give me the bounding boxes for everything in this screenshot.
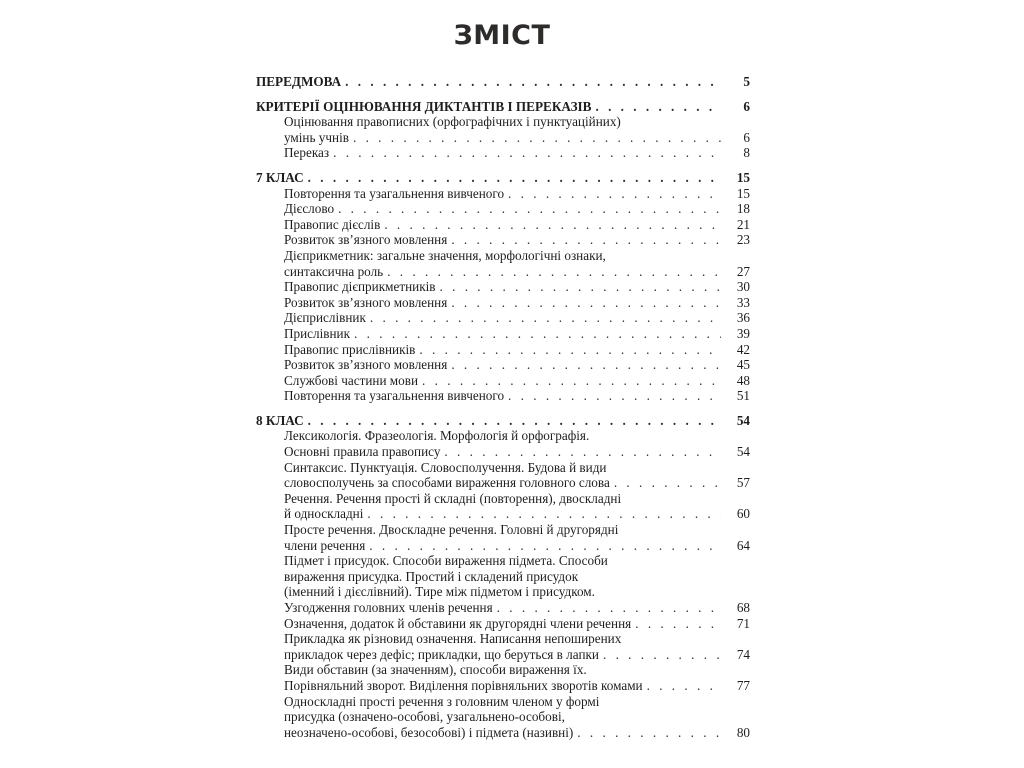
toc-page-number: 8: [743, 145, 750, 161]
toc-page-number: 27: [736, 263, 750, 279]
dot-leader: [308, 413, 721, 429]
dot-leader: [451, 295, 721, 311]
dot-leader: [444, 444, 721, 460]
toc-page-number: 54: [736, 412, 750, 428]
toc-entry-text: Узгодження головних членів речення: [284, 600, 493, 615]
dot-leader: [422, 373, 721, 389]
dot-leader: [614, 475, 721, 491]
toc-entry-line[interactable]: [256, 475, 750, 491]
toc-entry-line[interactable]: [256, 491, 750, 507]
toc-entry-text: Дієприкметник: загальне значення, морфологічні ознаки,: [284, 247, 606, 263]
toc-page-number: 36: [736, 310, 750, 326]
toc-entry-line[interactable]: [256, 725, 750, 741]
toc-entry-text: присудка (означено-особові, узагальнено-особові,: [284, 709, 565, 725]
toc-entry-text: Правопис дієприкметників: [284, 279, 436, 295]
toc-entry-line[interactable]: [256, 342, 750, 358]
toc-entry-line[interactable]: [256, 678, 750, 694]
toc-entry-text: Означення, додаток й обставини як другорядні члени речення: [284, 615, 632, 631]
dot-leader: [508, 186, 721, 202]
table-of-contents: [256, 74, 750, 749]
toc-entry-text: члени речення: [284, 537, 366, 553]
toc-entry-line[interactable]: [256, 428, 750, 444]
toc-entry-text: Просте речення. Двоскладне речення. Головні й другорядні: [284, 522, 619, 538]
toc-entry-line[interactable]: [256, 584, 750, 600]
toc-entry-line[interactable]: [256, 506, 750, 522]
toc-heading-text: 7 КЛАС: [256, 169, 304, 185]
toc-entry-text: Основні правила правопису: [284, 444, 441, 460]
toc-page-number: 80: [736, 724, 750, 740]
toc-entry-line[interactable]: [256, 694, 750, 710]
toc-heading-text: 8 КЛАС: [256, 412, 304, 428]
toc-page-number: 15: [736, 185, 750, 201]
toc-entry-text: Розвиток зв’язного мовлення: [284, 232, 448, 248]
toc-entry-text: вираження присудка. Простий і складений присудок: [284, 568, 579, 584]
toc-page-number: 51: [736, 388, 750, 404]
toc-entry-line[interactable]: [256, 662, 750, 678]
toc-section: [256, 170, 750, 404]
dot-leader: [354, 326, 721, 342]
toc-entry-text: Службові частини мови: [284, 372, 419, 388]
toc-page-number: 57: [736, 475, 750, 491]
toc-entry-text: Правопис дієслів: [284, 216, 381, 232]
toc-page-number: 54: [736, 444, 750, 460]
dot-leader: [333, 145, 721, 161]
toc-page-number: 60: [736, 506, 750, 522]
toc-entry-line[interactable]: [256, 295, 750, 311]
dot-leader: [451, 357, 721, 373]
toc-entry-line[interactable]: [256, 569, 750, 585]
toc-heading-text: КРИТЕРІЇ ОЦІНЮВАННЯ ДИКТАНТІВ І ПЕРЕКАЗІВ: [256, 98, 592, 114]
toc-entry-text: прикладок через дефіс; прикладки, що беруться в лапки: [284, 646, 599, 662]
toc-entry-text: умінь учнів: [284, 129, 349, 145]
toc-entry-line[interactable]: [256, 538, 750, 554]
toc-section-heading[interactable]: [256, 413, 750, 429]
toc-entry-text: Лексикологія. Фразеологія. Морфологія й орфографія.: [284, 428, 590, 444]
dot-leader: [595, 99, 721, 115]
toc-entry-text: Розвиток зв’язного мовлення: [284, 294, 448, 310]
dot-leader: [353, 130, 721, 146]
dot-leader: [451, 232, 721, 248]
dot-leader: [440, 279, 722, 295]
dot-leader: [384, 217, 721, 233]
dot-leader: [338, 201, 721, 217]
toc-page-number: 77: [736, 677, 750, 693]
toc-entry-text: Повторення та узагальнення вивченого: [284, 185, 505, 201]
toc-entry-line[interactable]: [256, 279, 750, 295]
toc-section-heading[interactable]: [256, 74, 750, 90]
toc-entry-text: (іменний і дієслівний). Тире між підметом і присудком.: [284, 584, 595, 600]
toc-entry-line[interactable]: [256, 357, 750, 373]
toc-page-number: 23: [736, 232, 750, 248]
toc-entry-text: Підмет і присудок. Способи вираження підмета. Способи: [284, 553, 608, 569]
toc-entry-text: Порівняльний зворот. Виділення порівняльних зворотів комами: [284, 677, 643, 693]
toc-entry-line[interactable]: [256, 145, 750, 161]
toc-entry-line[interactable]: [256, 217, 750, 233]
toc-section: [256, 99, 750, 161]
dot-leader: [508, 388, 721, 404]
toc-page-number: 74: [736, 646, 750, 662]
toc-entry-line[interactable]: [256, 522, 750, 538]
dot-leader: [370, 310, 721, 326]
toc-entry-text: словосполучень за способами вираження головного слова: [284, 475, 610, 491]
toc-entry-text: Правопис прислівників: [284, 341, 416, 357]
dot-leader: [367, 506, 721, 522]
dot-leader: [577, 725, 721, 741]
toc-entry-text: Прикладка як різновид означення. Написання непоширених: [284, 631, 622, 647]
toc-page-number: 6: [743, 129, 750, 145]
toc-entry-text: Прислівник: [284, 325, 351, 341]
toc-page-number: 48: [736, 372, 750, 388]
toc-page-number: 30: [736, 279, 750, 295]
toc-entry-text: Дієприслівник: [284, 310, 366, 326]
toc-page-number: 71: [736, 615, 750, 631]
toc-section-heading[interactable]: [256, 170, 750, 186]
toc-entry-line[interactable]: [256, 232, 750, 248]
toc-entry-text: Повторення та узагальнення вивченого: [284, 388, 505, 404]
toc-entry-line[interactable]: [256, 709, 750, 725]
toc-entry-text: Речення. Речення прості й складні (повторення), двоскладні: [284, 490, 622, 506]
toc-entry-line[interactable]: [256, 248, 750, 264]
dot-leader: [419, 342, 721, 358]
toc-page-number: 42: [736, 341, 750, 357]
page-title: ЗМІСТ: [453, 20, 551, 51]
toc-entry-line[interactable]: [256, 130, 750, 146]
toc-section: [256, 413, 750, 740]
toc-entry-line[interactable]: [256, 201, 750, 217]
toc-entry-line[interactable]: [256, 631, 750, 647]
toc-page-number: 15: [736, 169, 750, 185]
toc-entry-text: неозначено-особові, безособові) і підмета (називні): [284, 724, 574, 740]
toc-entry-line[interactable]: [256, 310, 750, 326]
toc-page-number: 68: [736, 600, 750, 615]
toc-entry-text: Дієслово: [284, 201, 335, 217]
toc-entry-line[interactable]: [256, 388, 750, 404]
toc-entry-text: Синтаксис. Пунктуація. Словосполучення. Будова й види: [284, 459, 607, 475]
toc-heading-text: ПЕРЕДМОВА: [256, 74, 342, 89]
toc-entry-line[interactable]: [256, 444, 750, 460]
toc-section-heading[interactable]: [256, 99, 750, 115]
dot-leader: [308, 170, 721, 186]
toc-entry-text: Переказ: [284, 145, 330, 161]
toc-entry-line[interactable]: [256, 616, 750, 632]
dot-leader: [635, 616, 721, 632]
toc-entry-line[interactable]: [256, 373, 750, 389]
toc-entry-line[interactable]: [256, 186, 750, 202]
toc-page-number: 6: [743, 98, 750, 114]
dot-leader: [387, 264, 721, 280]
dot-leader: [369, 538, 721, 554]
toc-entry-text: Види обставин (за значенням), способи вираження їх.: [284, 662, 587, 678]
toc-entry-line[interactable]: [256, 647, 750, 663]
toc-page-number: 5: [743, 74, 750, 89]
toc-entry-line[interactable]: [256, 460, 750, 476]
toc-page-number: 33: [736, 294, 750, 310]
toc-page-number: 64: [736, 537, 750, 553]
toc-page-number: 18: [736, 201, 750, 217]
toc-page-number: 45: [736, 357, 750, 373]
dot-leader: [603, 647, 721, 663]
dot-leader: [497, 600, 721, 616]
toc-entry-line[interactable]: [256, 553, 750, 569]
toc-entry-line[interactable]: [256, 264, 750, 280]
toc-entry-line[interactable]: [256, 326, 750, 342]
toc-entry-line[interactable]: [256, 114, 750, 130]
dot-leader: [647, 678, 721, 694]
toc-page-number: 39: [736, 325, 750, 341]
dot-leader: [345, 74, 721, 90]
toc-entry-text: Оцінювання правописних (орфографічних і пунктуаційних): [284, 114, 621, 130]
toc-section: [256, 74, 750, 90]
toc-entry-text: й односкладні: [284, 506, 364, 522]
toc-entry-text: Односкладні прості речення з головним членом у формі: [284, 693, 600, 709]
toc-entry-text: Розвиток зв’язного мовлення: [284, 357, 448, 373]
toc-entry-text: синтаксична роль: [284, 263, 384, 279]
toc-page-number: 21: [736, 216, 750, 232]
toc-entry-line[interactable]: [256, 600, 750, 616]
